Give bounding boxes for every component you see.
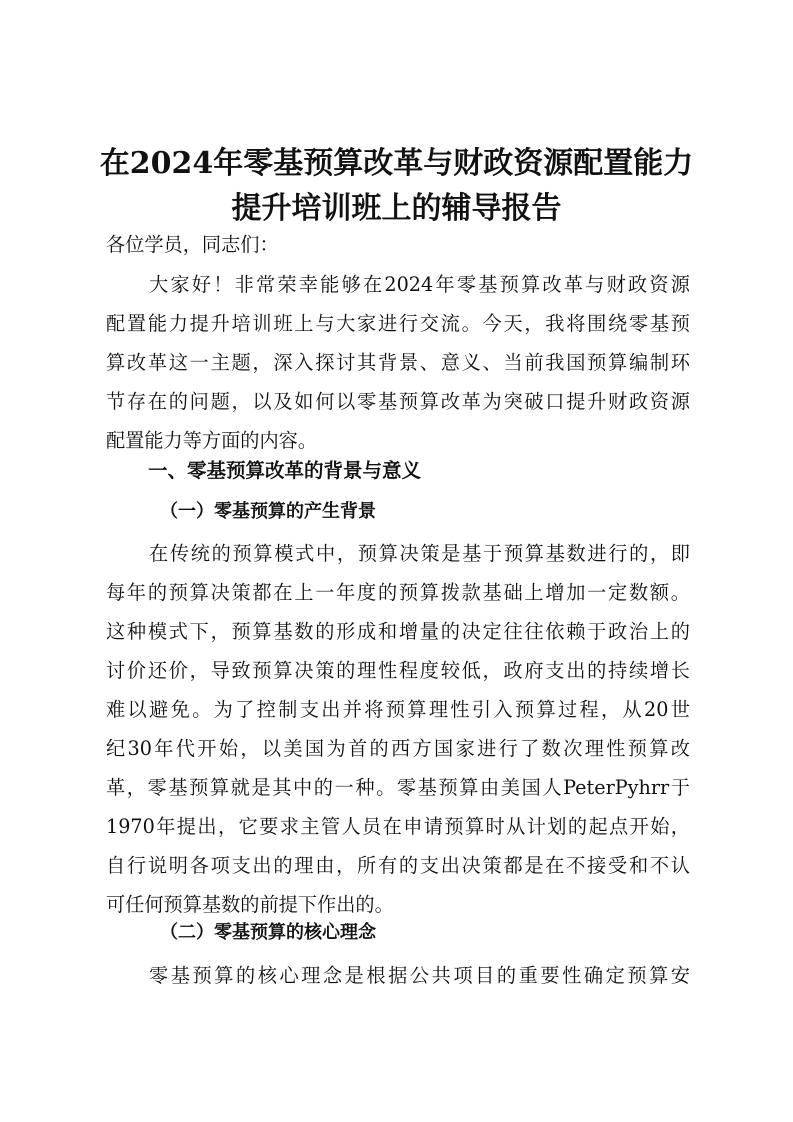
paragraph-line: 革，零基预算就是其中的一种。零基预算由美国人PeterPyhrr于 [106, 776, 690, 799]
document-title-line-2: 提升培训班上的辅导报告 [231, 191, 562, 226]
greeting: 各位学员，同志们： [106, 233, 279, 256]
paragraph-line: 这种模式下，预算基数的形成和增量的决定往往依赖于政治上的 [106, 620, 690, 643]
paragraph-line: 纪30年代开始，以美国为首的西方国家进行了数次理性预算改 [106, 737, 690, 760]
paragraph-line: 可任何预算基数的前提下作出的。 [106, 893, 394, 916]
paragraph-line: 自行说明各项支出的理由，所有的支出决策都是在不接受和不认 [106, 854, 690, 877]
document-title-line-1: 在2024年零基预算改革与财政资源配置能力 [99, 146, 694, 181]
section-heading: 一、零基预算改革的背景与意义 [148, 459, 422, 482]
subsection-heading: （二）零基预算的核心理念 [160, 922, 376, 943]
intro-line: 大家好！非常荣幸能够在2024年零基预算改革与财政资源 [149, 273, 690, 296]
intro-line: 算改革这一主题，深入探讨其背景、意义、当前我国预算编制环 [106, 351, 690, 374]
paragraph-line: 零基预算的核心理念是根据公共项目的重要性确定预算安 [149, 964, 690, 987]
intro-line: 节存在的问题，以及如何以零基预算改革为突破口提升财政资源 [106, 390, 690, 413]
intro-line: 配置能力等方面的内容。 [106, 429, 318, 452]
paragraph-line: 讨价还价，导致预算决策的理性程度较低，政府支出的持续增长 [106, 659, 690, 682]
intro-line: 配置能力提升培训班上与大家进行交流。今天，我将围绕零基预 [106, 312, 690, 335]
paragraph-line: 在传统的预算模式中，预算决策是基于预算基数进行的，即 [149, 542, 690, 565]
paragraph-line: 每年的预算决策都在上一年度的预算拨款基础上增加一定数额。 [106, 581, 690, 604]
paragraph-line: 1970年提出，它要求主管人员在申请预算时从计划的起点开始， [106, 815, 690, 838]
paragraph-line: 难以避免。为了控制支出并将预算理性引入预算过程，从20世 [106, 698, 690, 721]
subsection-heading: （一）零基预算的产生背景 [160, 501, 376, 522]
